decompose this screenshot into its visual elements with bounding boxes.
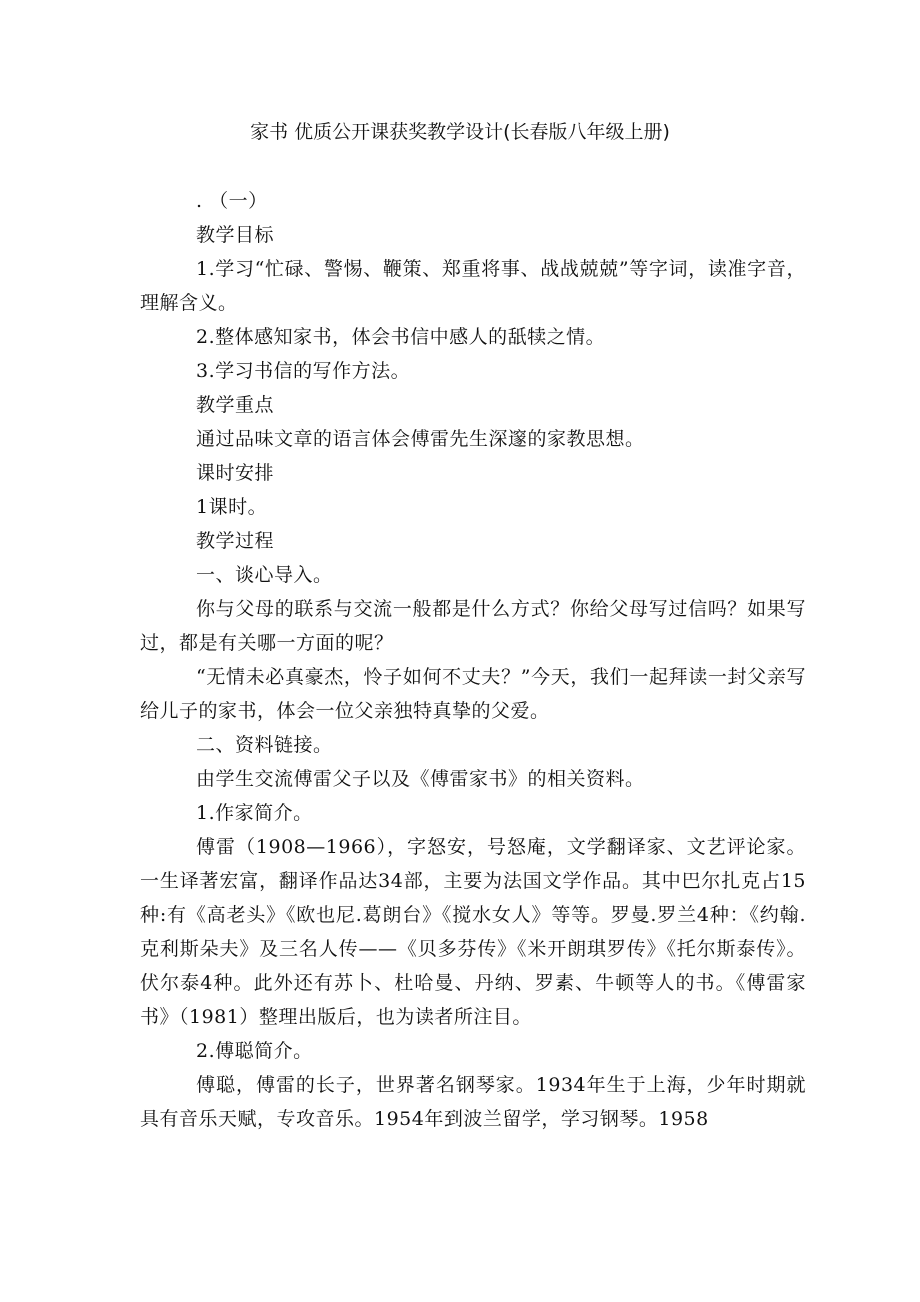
paragraph-question: 你与父母的联系与交流一般都是什么方式？你给父母写过信吗？如果写过，都是有关哪一方面的呢？ xyxy=(140,598,806,654)
subheading-fu-cong: 2.傅聪简介。 xyxy=(196,1040,313,1062)
step-heading-1: 一、谈心导入。 xyxy=(196,564,333,586)
heading-teaching-focus: 教学重点 xyxy=(196,394,275,416)
schedule-text: 1课时。 xyxy=(196,496,268,518)
goal-item-1: 1.学习“忙碌、警惕、鞭策、郑重将事、战战兢兢”等字词，读准字音，理解含义。 xyxy=(140,258,806,314)
paragraph-fu-lei: 傅雷（1908—1966），字怒安，号怒庵，文学翻译家、文艺评论家。一生译著宏富，翻译作品达34部，主要为法国文学作品。其中巴尔扎克占15种:有《高老头》《欧也尼.葛朗台》《搅水女人》等等。罗曼.罗兰4种：《约翰.克利斯朵夫》及三名人传——《贝多芬传》《米开朗琪罗传》《托尔斯泰传》。伏尔泰4种。此外还有苏卜、杜哈曼、丹纳、罗素、牛顿等人的书。《傅雷家书》（1981）整理出版后，也为读者所注目。 xyxy=(140,836,806,1028)
subheading-author: 1.作家简介。 xyxy=(196,802,313,824)
heading-schedule: 课时安排 xyxy=(196,462,275,484)
paragraph-fu-cong: 傅聪，傅雷的长子，世界著名钢琴家。1934年生于上海，少年时期就具有音乐天赋，专攻音乐。1954年到波兰留学，学习钢琴。1958 xyxy=(140,1074,806,1130)
paragraph-intro: “无情未必真豪杰，怜子如何不丈夫？”今天，我们一起拜读一封父亲写给儿子的家书，体会一位父亲独特真挚的父爱。 xyxy=(140,666,806,722)
section-heading-1: . （一） xyxy=(196,190,268,212)
paragraph-materials: 由学生交流傅雷父子以及《傅雷家书》的相关资料。 xyxy=(196,768,645,790)
document-body xyxy=(140,184,806,1136)
document-title: 家书 优质公开课获奖教学设计(长春版八年级上册) xyxy=(250,121,670,143)
heading-teaching-goals: 教学目标 xyxy=(196,224,275,246)
heading-process: 教学过程 xyxy=(196,530,275,552)
goal-item-2: 2.整体感知家书，体会书信中感人的舐犊之情。 xyxy=(196,326,606,348)
focus-text: 通过品味文章的语言体会傅雷先生深邃的家教思想。 xyxy=(196,428,645,450)
step-heading-2: 二、资料链接。 xyxy=(196,734,333,756)
goal-item-3: 3.学习书信的写作方法。 xyxy=(196,360,411,382)
